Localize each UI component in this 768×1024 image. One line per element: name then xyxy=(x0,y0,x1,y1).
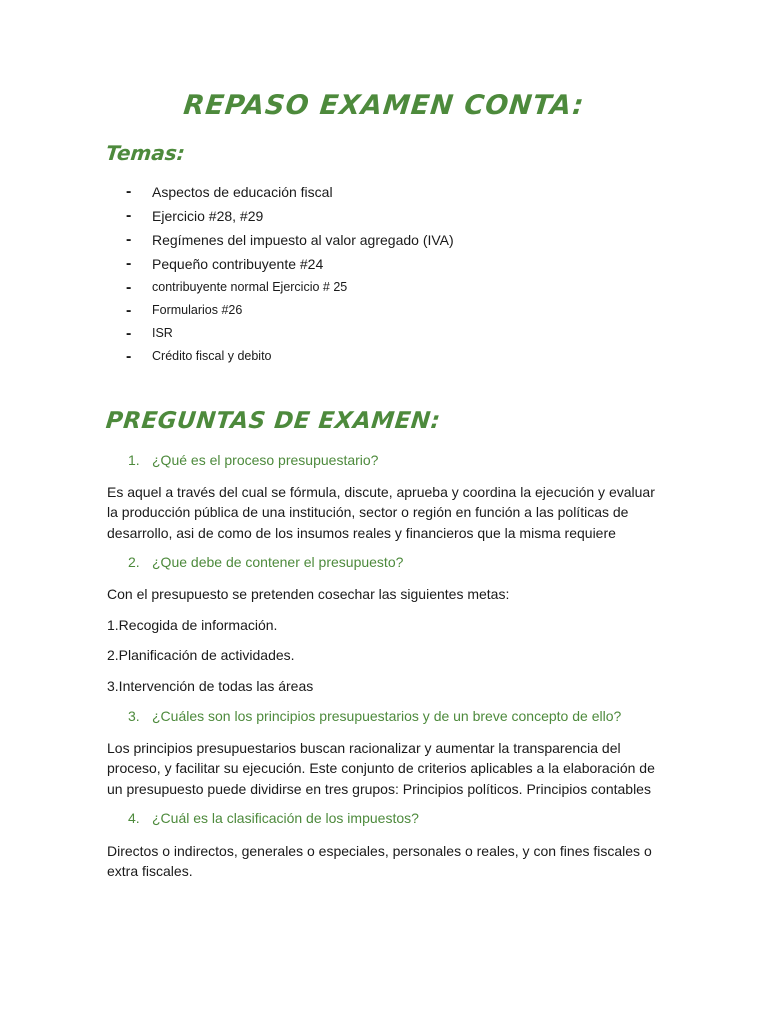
topic-text: Ejercicio #28, #29 xyxy=(152,208,264,224)
question-3 xyxy=(128,708,621,724)
answer-2-item: 2.Planificación de actividades. xyxy=(107,647,295,663)
answer-2: Con el presupuesto se pretenden cosechar las siguientes metas: xyxy=(107,586,510,602)
question-text: ¿Cuál es la clasificación de los impuestos? xyxy=(152,810,419,826)
question-4 xyxy=(128,810,419,826)
dash-bullet-icon: - xyxy=(126,207,132,224)
temas-heading: Temas: xyxy=(104,141,187,165)
preguntas-heading: PREGUNTAS DE EXAMEN: xyxy=(104,408,442,434)
answer-1: Es aquel a través del cual se fórmula, discute, aprueba y coordina la ejecución y evaluar la producción pública de una institución, sector o región en función a las políticas de desarrollo, asi de como de los insumos reales y financieros que la misma requiere xyxy=(107,484,655,541)
dash-bullet-icon: - xyxy=(126,183,132,200)
answer-3: Los principios presupuestarios buscan racionalizar y aumentar la transparencia del proceso, y facilitar su ejecución. Este conjunto de criterios aplicables a la elaboración de un presupuesto puede dividirse en tres grupos: Principios políticos. Principios contables xyxy=(107,740,655,797)
topic-text: Crédito fiscal y debito xyxy=(152,349,272,363)
topic-text: Pequeño contribuyente #24 xyxy=(152,256,324,272)
question-1 xyxy=(128,452,378,468)
answer-4: Directos o indirectos, generales o especiales, personales o reales, y con fines fiscales o extra fiscales. xyxy=(107,843,652,880)
topic-text: ISR xyxy=(152,326,173,340)
dash-bullet-icon: - xyxy=(126,255,132,272)
dash-bullet-icon: - xyxy=(126,325,132,342)
answer-2-item: 3.Intervención de todas las áreas xyxy=(107,678,314,694)
topic-text: Aspectos de educación fiscal xyxy=(152,184,333,200)
topic-text: contribuyente normal Ejercicio # 25 xyxy=(152,280,348,294)
dash-bullet-icon: - xyxy=(126,279,132,296)
document-title: REPASO EXAMEN CONTA: xyxy=(182,90,586,121)
dash-bullet-icon: - xyxy=(126,302,132,319)
question-text: ¿Cuáles son los principios presupuestarios y de un breve concepto de ello? xyxy=(152,708,622,724)
dash-bullet-icon: - xyxy=(126,231,132,248)
topic-text: Formularios #26 xyxy=(152,303,243,317)
question-number: 4. xyxy=(128,810,140,826)
question-2 xyxy=(128,554,403,570)
question-number: 3. xyxy=(128,708,140,724)
topic-text: Regímenes del impuesto al valor agregado (IVA) xyxy=(152,232,454,248)
question-text: ¿Qué es el proceso presupuestario? xyxy=(152,452,379,468)
question-text: ¿Que debe de contener el presupuesto? xyxy=(152,554,404,570)
dash-bullet-icon: - xyxy=(126,348,132,365)
answer-2-item: 1.Recogida de información. xyxy=(107,617,278,633)
question-number: 1. xyxy=(128,452,140,468)
question-number: 2. xyxy=(128,554,140,570)
